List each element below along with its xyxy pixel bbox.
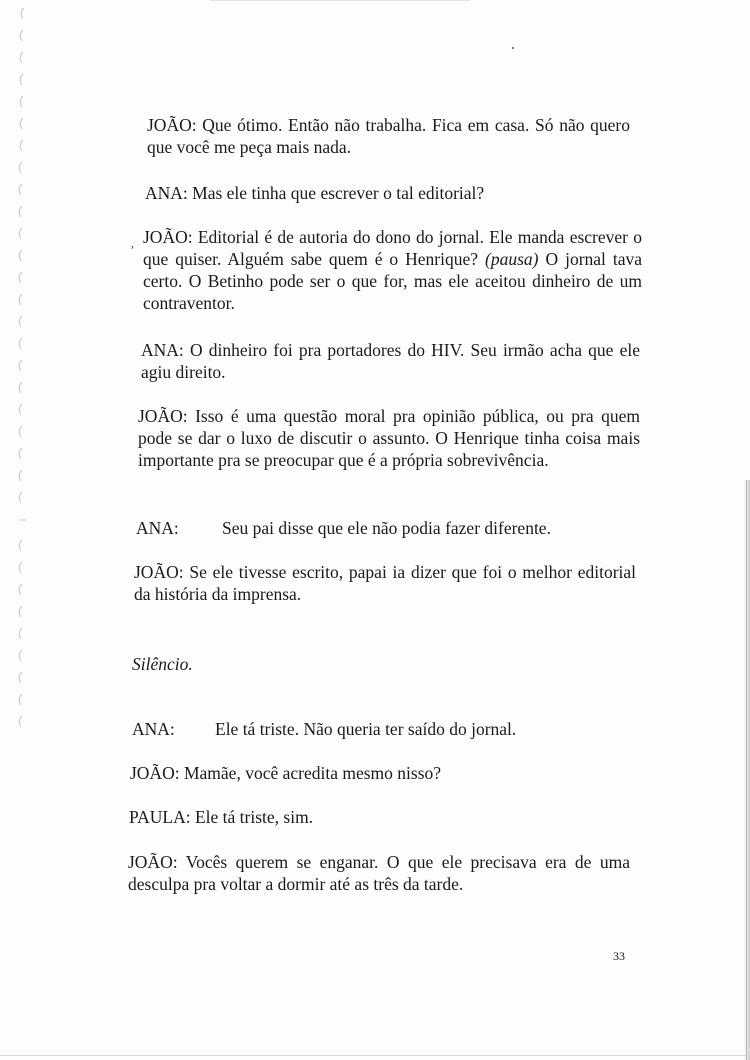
page-number: 33 [613, 949, 625, 963]
dialogue-text: Mas ele tinha que escrever o tal editorial? [192, 183, 485, 203]
dialogue-joao-5 [130, 762, 634, 784]
scan-speck [512, 47, 514, 49]
dialogue-text: O dinheiro foi pra portadores do HIV. Seu irmão acha que ele agiu direito. [141, 340, 640, 382]
speaker-label: JOÃO: [128, 852, 178, 872]
dialogue-joao-6 [128, 851, 630, 895]
speaker-label: ANA: [141, 340, 184, 360]
speaker-label: JOÃO: [130, 763, 180, 783]
speaker-label: PAULA: [129, 807, 191, 827]
speaker-label: JOÃO: [134, 562, 184, 582]
dialogue-text: O jornal tava certo. O Betinho pode ser o que for, mas ele aceitou dinheiro de um contraventor. [143, 249, 643, 313]
dialogue-text: Ele tá triste. Não queria ter saído do jornal. [215, 719, 517, 739]
speaker-label: JOÃO: [147, 115, 197, 135]
scan-right-edge [746, 480, 747, 1060]
speaker-label: JOÃO: [138, 406, 188, 426]
stage-direction-text: Silêncio. [132, 654, 193, 674]
speaker-label: ANA: [136, 518, 179, 538]
dialogue-joao-2 [143, 226, 642, 314]
scan-mark: , [131, 236, 134, 250]
dialogue-text: Isso é uma questão moral pra opinião pública, ou pra quem pode se dar o luxo de discutir o assunto. O Henrique tinha coisa mais importante pra se preocupar que é a própria sobrevivência. [138, 406, 640, 470]
dialogue-text: Se ele tivesse escrito, papai ia dizer que foi o melhor editorial da história da imprensa. [134, 562, 637, 604]
speaker-label: ANA: [145, 183, 188, 203]
speaker-label: ANA: [132, 719, 175, 739]
dialogue-ana-1 [145, 182, 630, 204]
dialogue-text: Editorial é de autoria do dono do jornal. Ele manda escrever o que quiser. Alguém sabe quem é o Henrique? [143, 227, 642, 269]
dialogue-text: Ele tá triste, sim. [194, 807, 314, 827]
scan-top-edge [210, 0, 470, 1]
speaker-label: JOÃO: [143, 227, 193, 247]
dialogue-text: Seu pai disse que ele não podia fazer diferente. [222, 518, 551, 538]
dialogue-ana-4 [132, 718, 636, 740]
dialogue-joao-3 [138, 405, 640, 471]
dialogue-joao-4 [134, 561, 636, 605]
dialogue-text: Vocês querem se enganar. O que ele precisava era de uma desculpa pra voltar a dormir até as três da tarde. [128, 852, 630, 894]
dialogue-text: Que ótimo. Então não trabalha. Fica em casa. Só não quero que você me peça mais nada. [147, 115, 631, 157]
stage-direction [132, 653, 332, 675]
dialogue-paula-1 [129, 806, 633, 828]
scan-bottom-edge [0, 1055, 750, 1056]
scan-right-shadow [744, 480, 750, 1060]
dialogue-ana-2 [141, 339, 640, 383]
dialogue-ana-3 [136, 517, 640, 539]
binding-edge-marks [8, 0, 44, 1060]
dialogue-joao-1 [147, 114, 630, 158]
stage-direction-inline: (pausa) [485, 249, 539, 269]
dialogue-text: Mamãe, você acredita mesmo nisso? [183, 763, 442, 783]
